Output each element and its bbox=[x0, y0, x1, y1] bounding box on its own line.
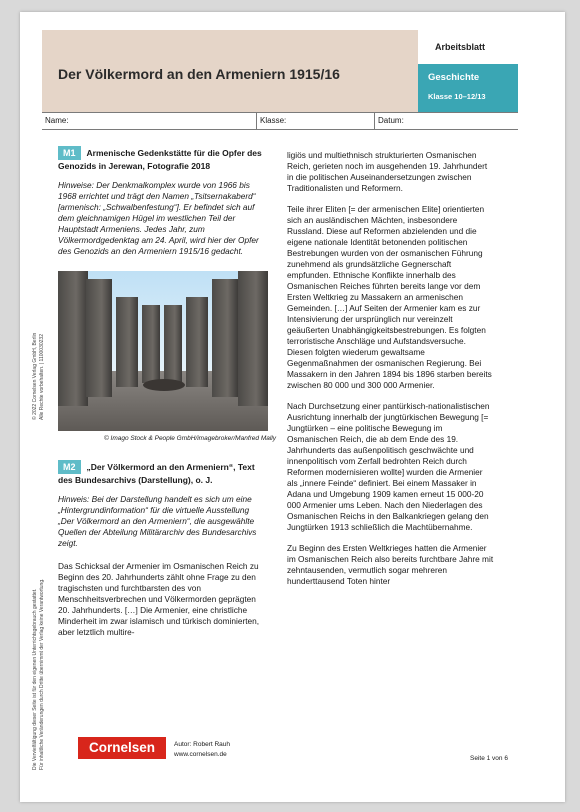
paragraph-2: Teile ihrer Eliten [= der armenischen Elite] orientierten sich an ausländischen Mächten, insbesondere Russland. Diese auf Reformen abzielenden und die eigene nationale Identität betonenden politischen Bestrebungen wurden von der osmanischen Führung zunehmend als grundsätzliche Gegnerschaft empfunden. Ethnische Konflikte innerhalb des Osmanischen Reiches führten bereits lange vor dem Ersten Weltkrieg zu Massakern an armenischen Gemeinden. […] Auf Seiten der Armenier kam es zur Intensivierung der ursprünglich nur vereinzelt geäußerten Unabhängigkeitsbestrebungen. Es folgten terroristische Anschläge und Aufstandsversuche. Diesen folgten wiederum gewaltsame Gegenmaßnahmen der osmanischen Regierung. Bei Massakern in den Jahren 1894 bis 1896 starben bereits zwischen 80 000 und 300 000 Armenier. bbox=[287, 204, 492, 390]
copyright-note: © 2022 Cornelsen Verlag GmbH, Berlin bbox=[32, 332, 38, 420]
worksheet-label: Arbeitsblatt bbox=[435, 42, 486, 52]
page-number: Seite 1 von 6 bbox=[470, 755, 508, 762]
left-column bbox=[58, 146, 276, 648]
grade-level: Klasse 10–12/13 bbox=[428, 92, 486, 101]
right-column bbox=[287, 150, 494, 597]
m1-title: Armenische Gedenkstätte für die Opfer des Genozids in Jerewan, Fotografie 2018 bbox=[58, 148, 262, 171]
m2-text-start: Das Schicksal der Armenier im Osmanischen Reich zu Beginn des 20. Jahrhunderts zählt ohne Frage zu den tragischsten und furchtbarsten des von Menschheitsverbrechen und Völkermorden geprägten 20. Jahrhunderts. […] Die Armenier, eine christliche Minderheit im zwar islamisch und türkisch dominierten, aber letztlich multire- bbox=[58, 561, 260, 637]
paragraph-4: Zu Beginn des Ersten Weltkrieges hatten die Armenier im Osmanischen Reich also bereits furchtbare Jahre mit zehntausenden, vermutlich sogar mehreren hunderttausend Toten hinter bbox=[287, 543, 494, 586]
paragraph-3: Nach Durchsetzung einer pantürkisch-nationalistischen Ausrichtung innerhalb der jungtürkischen Bewegung [= Jungtürken – eine politische Bewegung im Osmanischen Reich, die ab dem Ende des 19. Jahrhunderts das außenpolitisch geschwächte und innenpolitisch vom Zerfall bedrohten Reich durch Reformen modernisieren wollte] wurden die Armenier als „innere Feinde“ definiert. Bei einem Massaker in Adana und Umgebung 1909 kamen erneut 15 000-20 000 Armenier ums Leben. Nach den Niederlagen des Osmanischen Reichs in den Balkankriegen gelang den Jungtürken 1913 schließlich die Machtübernahme. bbox=[287, 401, 490, 532]
rights-note: Alle Rechte vorbehalten. | 1100030232 bbox=[39, 334, 45, 420]
m1-heading bbox=[58, 146, 266, 172]
publisher-url[interactable]: www.cornelsen.de bbox=[174, 751, 227, 758]
paragraph-1: ligiös und multiethnisch strukturierten Osmanischen Reich, gerieten noch im ausgehenden 19. Jahrhundert in die politischen Auseinandersetzungen zwischen Traditionalisten und Reformern. bbox=[287, 150, 488, 193]
page-title: Der Völkermord an den Armeniern 1915/16 bbox=[58, 66, 340, 82]
m2-badge: M2 bbox=[58, 460, 81, 474]
m1-badge: M1 bbox=[58, 146, 81, 160]
photo-credit: © Imago Stock & People GmbH/imagebroker/Manfred Mally bbox=[103, 435, 276, 442]
class-field[interactable]: Klasse: bbox=[257, 113, 375, 129]
cornelsen-logo: Cornelsen bbox=[78, 737, 166, 759]
m1-hint: Hinweise: Der Denkmalkomplex wurde von 1966 bis 1968 errichtet und trägt den Namen „Tsitsernakaberd“ [armenisch: „Schwalbenfestung“]. Er befindet sich auf dem gleichnamigen Hügel im westlichen Teil der Hauptstadt Armeniens. Jedes Jahr, zum Völkermordgedenktag am 24. April, wird hier der Opfer des Genozids an den Armeniern 1915/16 gedacht. bbox=[58, 180, 259, 256]
m2-title: „Der Völkermord an den Armeniern“, Text des Bundesarchivs (Darstellung), o. J. bbox=[58, 462, 255, 485]
name-field[interactable]: Name: bbox=[42, 113, 257, 129]
author-credit: Autor: Robert Rauh bbox=[174, 741, 231, 748]
memorial-photo bbox=[58, 271, 268, 431]
name-row bbox=[42, 112, 518, 130]
subject-name: Geschichte bbox=[428, 72, 480, 83]
subject-box bbox=[418, 64, 518, 112]
usage-note: Die Vervielfältigung dieser Seite ist für den eigenen Unterrichtsgebrauch gestattet. bbox=[32, 588, 38, 770]
date-field[interactable]: Datum: bbox=[378, 116, 404, 125]
liability-note: Für inhaltliche Veränderungen durch Dritte übernimmt der Verlag keine Verantwortung. bbox=[39, 578, 45, 770]
m2-hint: Hinweis: Bei der Darstellung handelt es sich um eine „Hintergrundinformation“ für die virtuelle Ausstellung „Der Völkermord an den Armeniern“, die ausgewählte Quellen der Abteilung Militärarchiv des Bundesarchivs zeigt. bbox=[58, 494, 257, 548]
m2-heading bbox=[58, 460, 266, 486]
